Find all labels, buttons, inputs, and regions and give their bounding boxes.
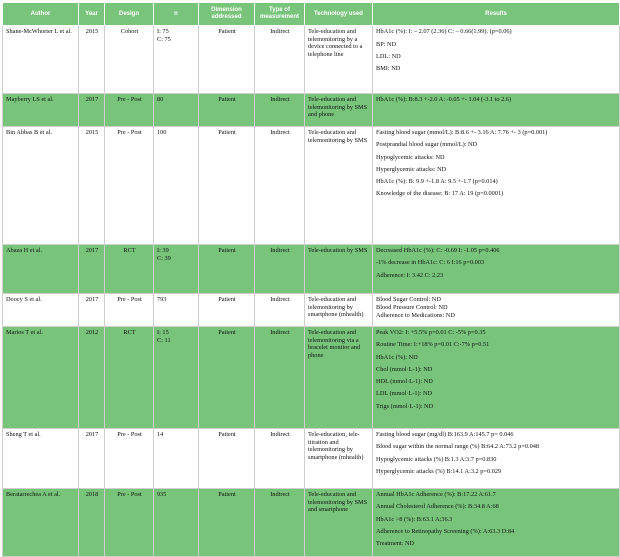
cell-technology: Tele-education and telemonitoring by SMS [305,127,373,245]
cell-n [154,294,199,327]
header-n: n [154,3,199,26]
cell-author: Shane-McWhorter L et al. [3,26,79,94]
cell-design: RCT [105,245,154,294]
table-row [3,127,620,245]
cell-design: RCT [105,327,154,429]
result-item: Hypoglycemic attacks (%) B:1.3 A:3.7 p=0.830 [376,455,497,463]
result-item: Annual Cholesterol Adherence (%): B:34.8 A:68 [376,503,499,511]
cell-author: Doocy S et al. [3,294,79,327]
result-item: HbA1c >8 (%): B:63.1 A:36.3 [376,515,453,523]
result-item: LDL: ND [376,52,401,60]
cell-n-line: 100 [157,129,167,136]
cell-author: Mayberry LS et al. [3,94,79,127]
table-row [3,245,620,294]
cell-year: 2017 [79,245,105,294]
result-item: Hyperglycemic attacks (%) B:14.1 A:3.2 p=0.029 [376,467,502,475]
cell-year: 2017 [79,94,105,127]
table-row [3,327,620,429]
cell-dimension: Patient [199,327,255,429]
result-item: HbA1c (%): B:8.3 +-2.0 A: -0.05 +- 1.04 (-3.1 to 2.6) [376,96,512,103]
result-item: BP: ND [376,40,397,48]
cell-n-line: 935 [157,491,167,498]
cell-n-line: C: 11 [157,336,171,344]
cell-n-line: I: 15 [157,329,169,336]
cell-n [154,489,199,557]
cell-dimension: Patient [199,489,255,557]
cell-author: Bin Abbas B et al. [3,127,79,245]
result-item: Peak VO2: I: +5.5% p=0.01 C: -5% p=0.35 [376,329,486,336]
cell-dimension: Patient [199,245,255,294]
cell-year: 2012 [79,327,105,429]
cell-type: Indirect [255,245,305,294]
header-technology: Technology used [305,3,373,26]
studies-table [2,2,620,557]
cell-technology: Tele-education and telemonitoring by smartphone (mhealth) [305,294,373,327]
result-item: Postprandial blood sugar (mmol/L): ND [376,141,478,149]
header-results: Results [373,3,620,26]
table-row [3,26,620,94]
cell-results [373,294,620,327]
cell-n-line: C: 75 [157,35,171,43]
cell-results [373,327,620,429]
cell-technology: Tele-education by SMS [305,245,373,294]
cell-dimension: Patient [199,26,255,94]
cell-n [154,26,199,94]
table-row [3,294,620,327]
cell-n-line: 793 [157,296,167,303]
cell-design: Pre - Post [105,294,154,327]
cell-n-line: I: 75 [157,28,169,35]
result-item: Blood Sugar Control: ND [376,296,441,303]
header-design: Design [105,3,154,26]
result-item: HDL (mmol·L-1): ND [376,378,433,386]
result-item: Treatment: ND [376,540,415,548]
result-item: Trigs (mmol·L-1): ND [376,402,434,410]
result-item: HbA1c (%): I: – 2.07 (2.36) C: – 0.66(1.99). (p=0.06) [376,28,512,35]
cell-n [154,429,199,489]
cell-results [373,245,620,294]
cell-year: 2015 [79,26,105,94]
result-item: Hyperglycemic attacks: ND [376,165,447,173]
cell-design: Pre - Post [105,127,154,245]
cell-type: Indirect [255,294,305,327]
cell-n [154,245,199,294]
result-item: Adherence to Retinopathy Screening (%): A:63.3 D:84 [376,527,515,535]
cell-n-line: I: 39 [157,247,169,254]
result-item: HbA1c (%): ND [376,353,418,361]
cell-design: Cohort [105,26,154,94]
cell-year: 2018 [79,489,105,557]
result-item: BMI: ND [376,65,401,73]
header-row [3,3,620,26]
cell-design: Pre - Post [105,489,154,557]
cell-results [373,26,620,94]
cell-type: Indirect [255,327,305,429]
cell-technology: Tele-education and telemonitoring via a bracelet monitor and phone [305,327,373,429]
cell-author: Sheng T et al. [3,429,79,489]
cell-type: Indirect [255,127,305,245]
cell-results [373,429,620,489]
cell-dimension: Patient [199,94,255,127]
result-item: Fasting blood sugar (mmol/L): B:8.6 +- 3.16 A: 7.76 +- 3 (p=0.001) [376,129,548,136]
result-item: Knowledge of the disease: B: 17 A: 19 (p=0.0001) [376,190,504,198]
result-item: Hypoglycemic attacks: ND [376,153,445,161]
cell-type: Indirect [255,26,305,94]
cell-results [373,94,620,127]
cell-year: 2017 [79,429,105,489]
cell-author: Abaza H et al. [3,245,79,294]
cell-author: Beratarrechea A et al. [3,489,79,557]
cell-year: 2015 [79,127,105,245]
cell-year: 2017 [79,294,105,327]
cell-n [154,127,199,245]
cell-type: Indirect [255,489,305,557]
table-row [3,489,620,557]
result-item: Blood sugar within the normal range (%) B:64.2 A:73.2 p=0.048 [376,443,540,451]
result-item: Decreased HbA1c (%): C: -0.69 I: -1.05 p=0.406 [376,247,500,254]
result-item: Adherence to Medications: ND [376,312,455,320]
cell-n-line: C: 39 [157,254,171,262]
table-row [3,429,620,489]
cell-n-line: 14 [157,431,164,438]
table-row [3,94,620,127]
result-item: Blood Pressure Control: ND [376,304,448,312]
cell-n [154,327,199,429]
header-author: Author [3,3,79,26]
header-dimension: Dimension addressed [199,3,255,26]
cell-design: Pre - Post [105,94,154,127]
cell-results [373,127,620,245]
result-item: Annual HbA1c Adherence (%): B:17.22 A:61.7 [376,491,496,498]
cell-technology: Tele-education and telemonitoring by SMS and phone [305,94,373,127]
cell-n-line: 80 [157,96,164,103]
cell-dimension: Patient [199,294,255,327]
result-item: Routine Time: I:+18% p=0.01 C:-7% p=0.51 [376,341,490,349]
cell-technology: Tele-education, tele-titration and telemonitoring by smartphone (mhealth) [305,429,373,489]
header-type: Type of measurement [255,3,305,26]
result-item: Chol (mmol·L-1): ND [376,365,433,373]
cell-dimension: Patient [199,429,255,489]
header-year: Year [79,3,105,26]
cell-technology: Tele-education and telemonitoring by a device connected to a telephone line [305,26,373,94]
result-item: -1% decrease in HbA1c: C: 6 I:16 p=0.003 [376,259,485,267]
cell-type: Indirect [255,429,305,489]
cell-dimension: Patient [199,127,255,245]
cell-author: Marios T et al. [3,327,79,429]
result-item: Adherence: I: 3.42 C: 2.23 [376,271,444,279]
cell-technology: Tele-education and telemonitoring by SMS and smartphone [305,489,373,557]
result-item: Fasting blood sugar (mg/dl) B:163.9 A:145.7 p= 0.046 [376,431,514,438]
result-item: HbA1c (%): B: 9.9 +-1.8 A: 9.5 +-1.7 (p=0.014) [376,178,498,186]
cell-results [373,489,620,557]
cell-type: Indirect [255,94,305,127]
cell-n [154,94,199,127]
cell-design: Pre - Post [105,429,154,489]
result-item: LDL (mmol·L-1): ND [376,390,433,398]
